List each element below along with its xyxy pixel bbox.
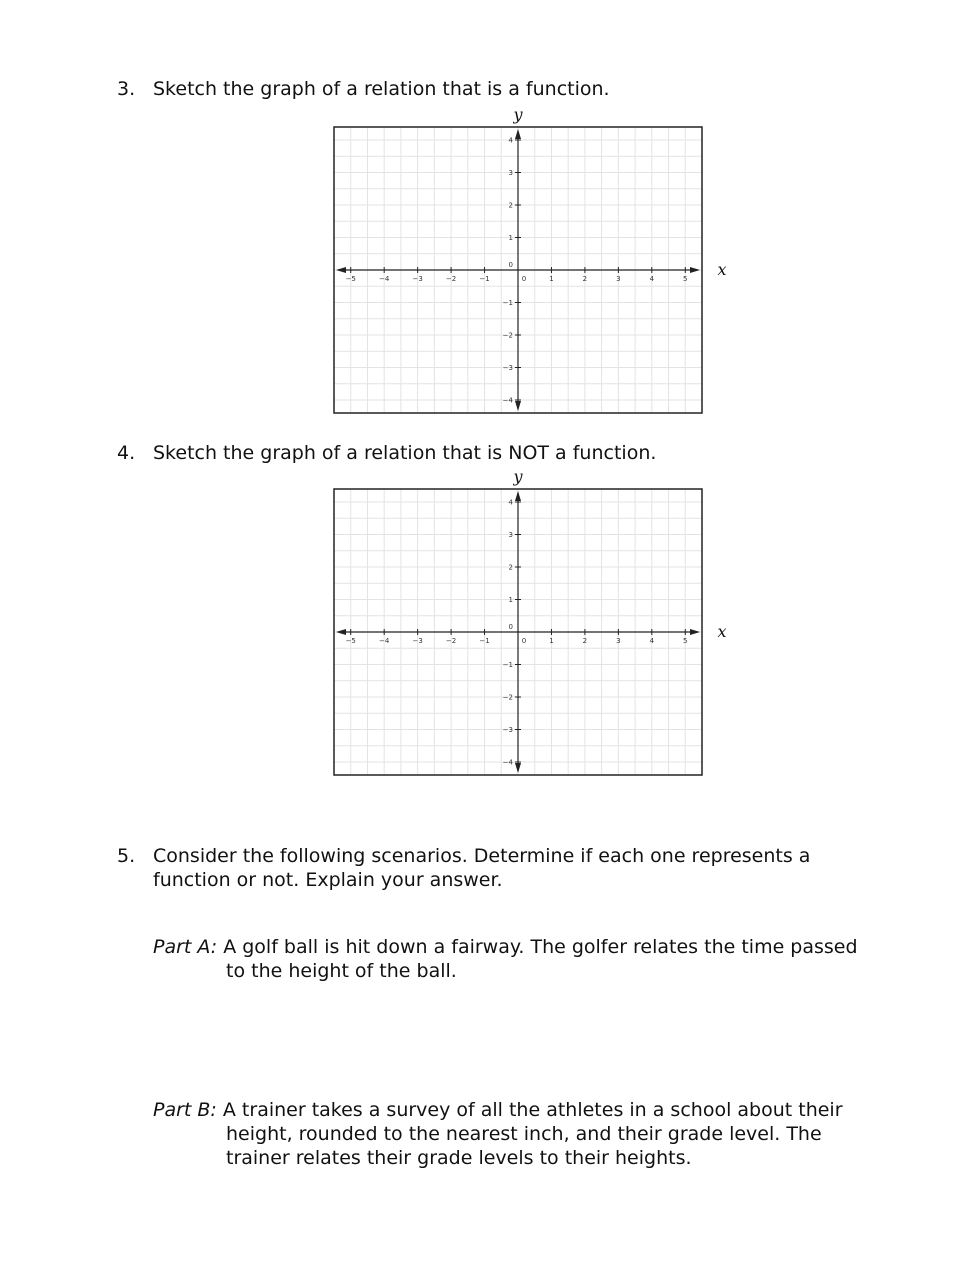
x-tick-label: 5 (683, 275, 688, 283)
x-axis-arrow-left (336, 629, 346, 635)
question-number: 4. (117, 442, 136, 464)
x-axis-arrow-left (336, 267, 346, 273)
y-tick-label: −3 (502, 364, 513, 372)
coordinate-plane[interactable] (300, 465, 740, 780)
x-tick-label: 2 (582, 275, 588, 283)
question-text-line: function or not. Explain your answer. (153, 869, 503, 891)
part-a-text: A golf ball is hit down a fairway. The golfer relates the time passed (223, 936, 858, 958)
y-tick-label: 0 (508, 261, 513, 269)
part-b-text: trainer relates their grade levels to their heights. (226, 1147, 692, 1169)
x-tick-label: 4 (649, 637, 655, 645)
question-number: 3. (117, 78, 136, 100)
part-b-text: height, rounded to the nearest inch, and their grade level. The (226, 1123, 822, 1145)
coordinate-grid-1[interactable] (300, 103, 740, 422)
x-axis-arrow-right (690, 267, 700, 273)
part-b-label: Part B: (153, 1099, 217, 1121)
y-tick-label: 4 (508, 136, 513, 145)
question-text: Sketch the graph of a relation that is NOT a function. (153, 442, 657, 464)
x-axis-label: x (717, 622, 727, 641)
y-tick-label: 1 (508, 234, 513, 242)
question-text (153, 844, 913, 892)
y-axis-label: y (513, 105, 523, 124)
y-tick-label: −2 (502, 331, 513, 340)
y-tick-label: 2 (508, 563, 513, 572)
y-tick-label: −1 (502, 299, 513, 307)
y-tick-label: 2 (508, 201, 513, 210)
part-b-line-1 (153, 1098, 933, 1122)
x-axis-arrow-right (690, 629, 700, 635)
y-tick-label: 3 (508, 531, 513, 539)
x-tick-label: −2 (445, 637, 457, 645)
y-tick-label: −1 (502, 661, 513, 669)
y-tick-label: −3 (502, 726, 513, 734)
y-tick-label: 1 (508, 596, 513, 604)
x-tick-label: −4 (379, 275, 390, 283)
y-tick-label: −4 (502, 758, 513, 767)
x-tick-label: −3 (412, 637, 423, 645)
x-tick-label: −5 (345, 637, 356, 645)
x-tick-label: −2 (445, 275, 457, 283)
question-number: 5. (117, 845, 136, 867)
x-tick-label: 3 (616, 275, 621, 283)
x-tick-label: −3 (412, 275, 423, 283)
question-text-line: Consider the following scenarios. Determine if each one represents a (153, 845, 811, 867)
coordinate-grid-2[interactable] (300, 465, 740, 784)
x-tick-label: −1 (479, 275, 490, 283)
y-tick-label: 3 (508, 169, 513, 177)
x-axis-label: x (717, 260, 727, 279)
x-tick-label: 1 (549, 275, 554, 283)
x-tick-label: 5 (683, 637, 688, 645)
y-axis-arrow-down (515, 401, 521, 411)
y-axis-arrow-down (515, 763, 521, 773)
part-a-text: to the height of the ball. (226, 960, 457, 982)
y-tick-label: −2 (502, 693, 513, 702)
y-axis-arrow-up (515, 491, 521, 501)
x-tick-label: 3 (616, 637, 621, 645)
part-a-label: Part A: (153, 936, 218, 958)
coordinate-plane[interactable] (300, 103, 740, 418)
part-a-line-1 (153, 935, 933, 959)
x-tick-label: −4 (379, 637, 390, 645)
question-text: Sketch the graph of a relation that is a function. (153, 78, 610, 100)
y-tick-label: 0 (508, 623, 513, 631)
part-b-text: A trainer takes a survey of all the athletes in a school about their (222, 1099, 843, 1121)
part-b (153, 1098, 933, 1170)
x-tick-label: −1 (479, 637, 490, 645)
x-tick-label: 1 (549, 637, 554, 645)
x-tick-label: 4 (649, 275, 655, 283)
y-axis-label: y (513, 467, 523, 486)
x-tick-label: −5 (345, 275, 356, 283)
y-tick-label: 4 (508, 498, 513, 507)
x-tick-label: 0 (521, 637, 527, 645)
y-tick-label: −4 (502, 396, 513, 405)
y-axis-arrow-up (515, 129, 521, 139)
part-a (153, 935, 933, 983)
x-tick-label: 2 (582, 637, 588, 645)
x-tick-label: 0 (521, 275, 527, 283)
